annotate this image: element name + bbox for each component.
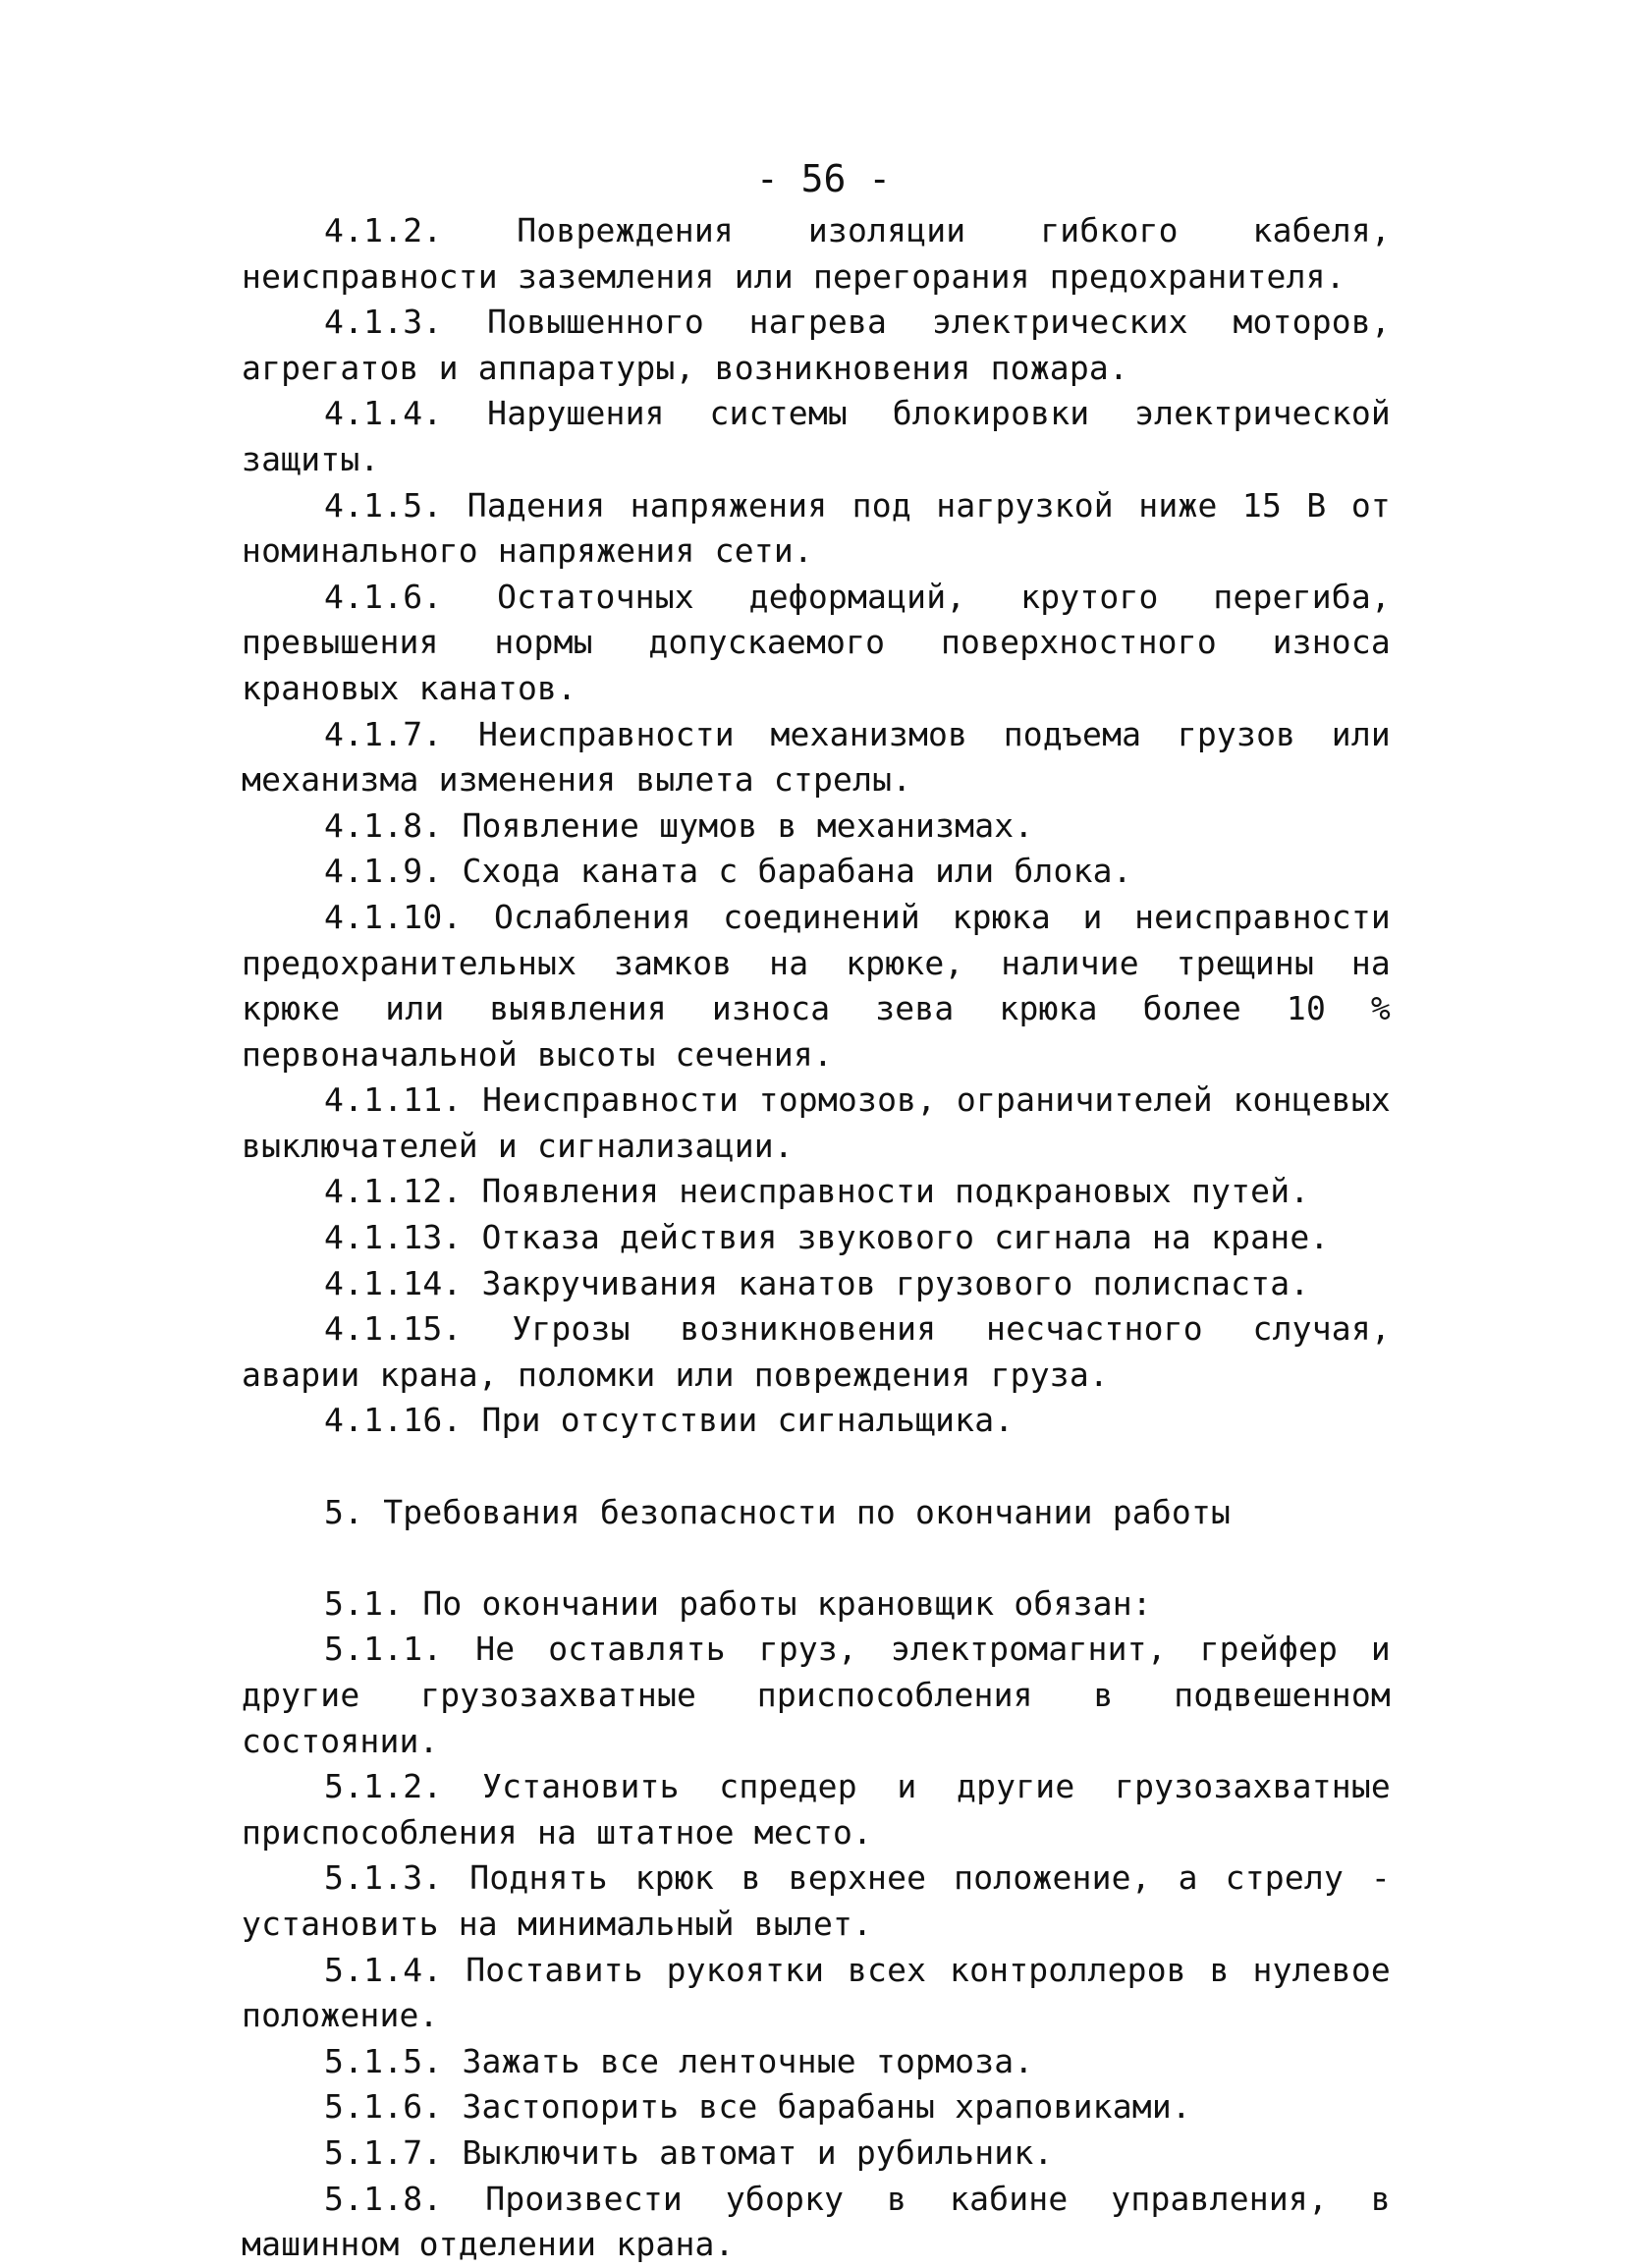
paragraph-4-1-8: 4.1.8. Появление шумов в механизмах. bbox=[324, 805, 1034, 845]
blank-line bbox=[242, 1444, 1391, 1490]
paragraph-5-1-8: 5.1.8. Произвести уборку в кабине управления, в машинном отделении крана. bbox=[242, 2179, 1391, 2264]
page-text bbox=[242, 208, 1391, 2268]
paragraph-4-1-2: 4.1.2. Повреждения изоляции гибкого кабеля, неисправности заземления или перегорания предохранителя. bbox=[242, 211, 1391, 296]
paragraph-5-1-5: 5.1.5. Зажать все ленточные тормоза. bbox=[324, 2041, 1034, 2080]
paragraph-4-1-15: 4.1.15. Угрозы возникновения несчастного случая, аварии крана, поломки или повреждения груза. bbox=[242, 1309, 1391, 1394]
paragraph-5-1: 5.1. По окончании работы крановщик обязан: bbox=[324, 1583, 1152, 1623]
paragraph-5-1-3: 5.1.3. Поднять крюк в верхнее положение, а стрелу - установить на минимальный вылет. bbox=[242, 1858, 1391, 1943]
paragraph-5-1-4: 5.1.4. Поставить рукоятки всех контроллеров в нулевое положение. bbox=[242, 1950, 1391, 2035]
section-5-heading: 5. Требования безопасности по окончании работы bbox=[324, 1492, 1232, 1531]
paragraph-4-1-10: 4.1.10. Ослабления соединений крюка и неисправности предохранительных замков на крюке, наличие трещины на крюке или выявления износа зева крюка более 10 % первоначальной высоты сечения. bbox=[242, 897, 1391, 1074]
paragraph-4-1-3: 4.1.3. Повышенного нагрева электрических моторов, агрегатов и аппаратуры, возникновения пожара. bbox=[242, 303, 1391, 387]
paragraph-5-1-6: 5.1.6. Застопорить все барабаны храповиками. bbox=[324, 2087, 1191, 2127]
paragraph-4-1-13: 4.1.13. Отказа действия звукового сигнала на кране. bbox=[324, 1218, 1330, 1257]
paragraph-4-1-7: 4.1.7. Неисправности механизмов подъема грузов или механизма изменения вылета стрелы. bbox=[242, 714, 1391, 800]
paragraph-4-1-5: 4.1.5. Падения напряжения под нагрузкой ниже 15 В от номинального напряжения сети. bbox=[242, 485, 1391, 571]
paragraph-4-1-9: 4.1.9. Схода каната с барабана или блока. bbox=[324, 852, 1132, 891]
paragraph-4-1-12: 4.1.12. Появления неисправности подкрановых путей. bbox=[324, 1172, 1310, 1211]
paragraph-4-1-16: 4.1.16. При отсутствии сигнальщика. bbox=[324, 1401, 1015, 1440]
paragraph-5-1-7: 5.1.7. Выключить автомат и рубильник. bbox=[324, 2132, 1054, 2172]
paragraph-4-1-14: 4.1.14. Закручивания канатов грузового полиспаста. bbox=[324, 1263, 1310, 1302]
paragraph-4-1-11: 4.1.11. Неисправности тормозов, ограничителей концевых выключателей и сигнализации. bbox=[242, 1080, 1391, 1165]
paragraph-5-1-2: 5.1.2. Установить спредер и другие грузозахватные приспособления на штатное место. bbox=[242, 1767, 1391, 1852]
paragraph-5-1-1: 5.1.1. Не оставлять груз, электромагнит, грейфер и другие грузозахватные приспособления в подвешенном состоянии. bbox=[242, 1630, 1391, 1760]
paragraph-4-1-4: 4.1.4. Нарушения системы блокировки электрической защиты. bbox=[242, 394, 1391, 478]
blank-line bbox=[242, 1535, 1391, 1581]
paragraph-4-1-6: 4.1.6. Остаточных деформаций, крутого перегиба, превышения нормы допускаемого поверхностного износа крановых канатов. bbox=[242, 577, 1391, 707]
page-number: - 56 - bbox=[755, 157, 892, 200]
